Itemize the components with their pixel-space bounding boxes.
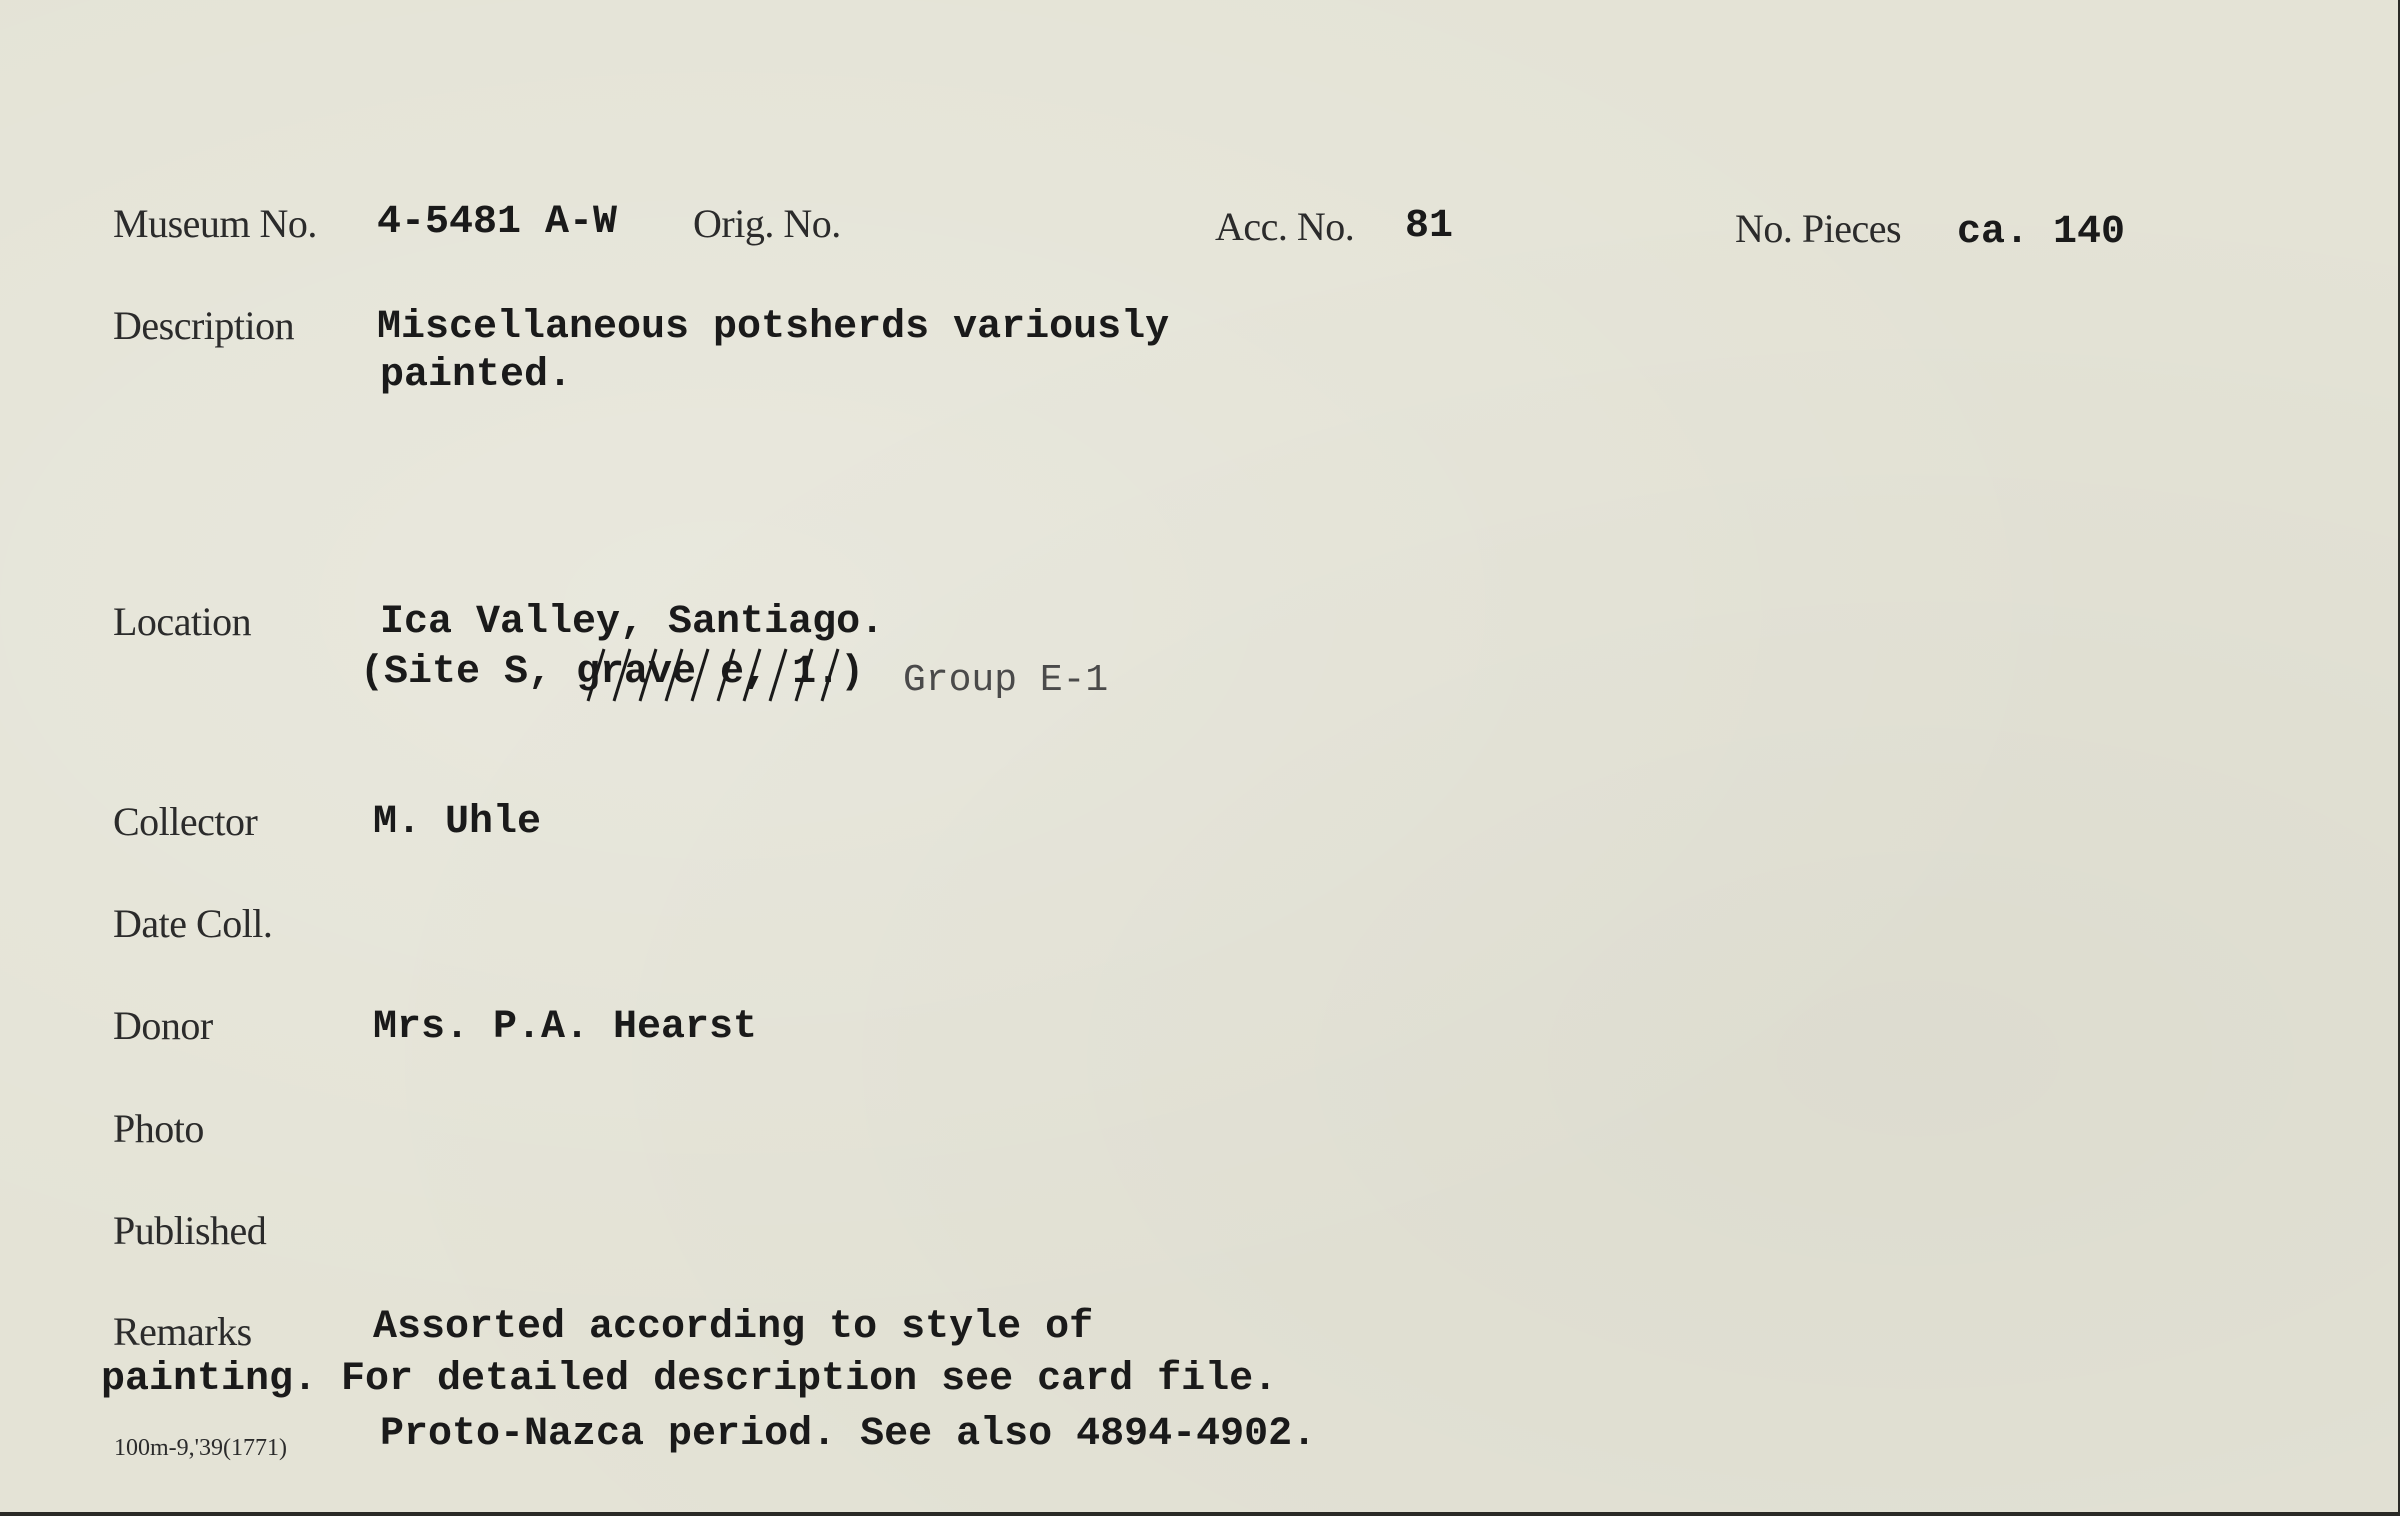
- museum-no-value: 4-5481 A-W: [377, 200, 618, 245]
- print-code: 100m-9,'39(1771): [114, 1435, 287, 1461]
- photo-label: Photo: [113, 1106, 204, 1151]
- museum-no-label: Museum No.: [113, 201, 317, 246]
- donor-value: Mrs. P.A. Hearst: [373, 1005, 758, 1050]
- remarks-line-1: Assorted according to style of: [373, 1305, 1094, 1350]
- no-pieces-value: ca. 140: [1957, 210, 2126, 255]
- no-pieces-label: No. Pieces: [1735, 206, 1902, 251]
- remarks-label: Remarks: [113, 1309, 252, 1354]
- remarks-line-3: Proto-Nazca period. See also 4894-4902.: [380, 1412, 1317, 1457]
- acc-no-value: 81: [1405, 204, 1454, 249]
- description-line-2: painted.: [380, 353, 573, 398]
- location-line-1: Ica Valley, Santiago.: [380, 600, 885, 645]
- published-label: Published: [113, 1208, 267, 1253]
- location-line-2: (Site S, grave e, 1.): [360, 650, 865, 695]
- donor-label: Donor: [113, 1003, 213, 1048]
- description-label: Description: [113, 303, 295, 348]
- strikethrough-mark: [578, 643, 858, 703]
- location-label: Location: [113, 599, 252, 644]
- collector-label: Collector: [113, 799, 258, 844]
- acc-no-label: Acc. No.: [1215, 204, 1355, 249]
- orig-no-label: Orig. No.: [693, 201, 841, 246]
- description-line-1: Miscellaneous potsherds variously: [377, 305, 1170, 350]
- location-group: Group E-1: [903, 659, 1109, 702]
- collector-value: M. Uhle: [373, 800, 542, 845]
- date-coll-label: Date Coll.: [113, 901, 273, 946]
- remarks-line-2: painting. For detailed description see card file.: [101, 1357, 1278, 1402]
